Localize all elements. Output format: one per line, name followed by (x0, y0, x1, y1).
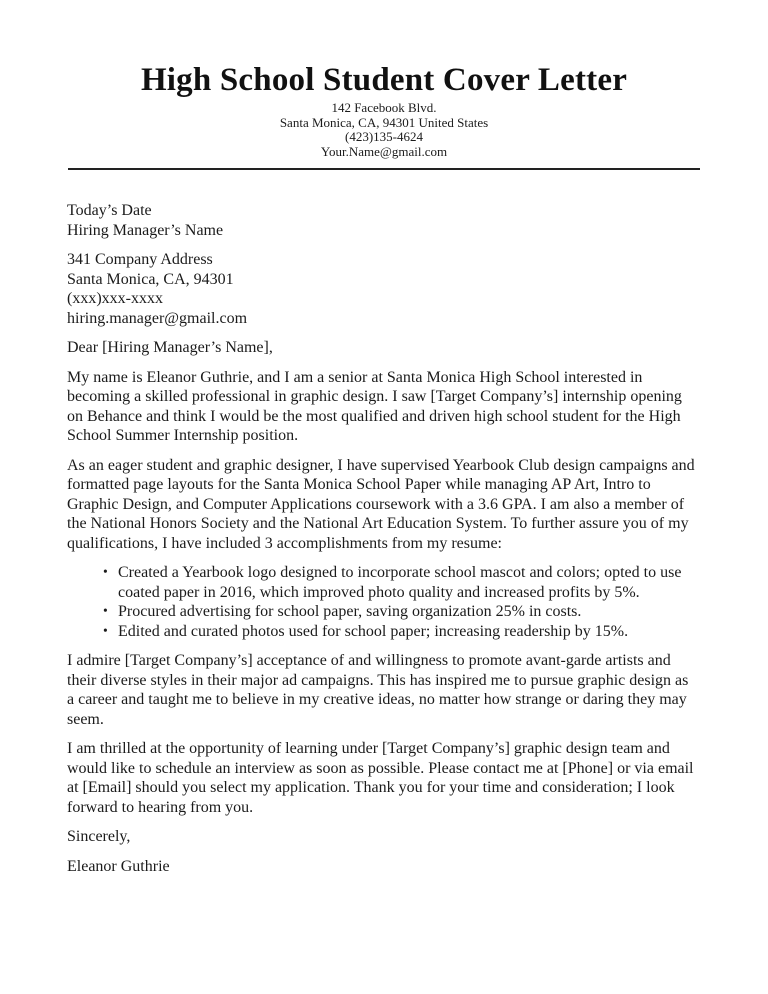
signature-name: Eleanor Guthrie (67, 857, 170, 875)
header-divider (68, 168, 700, 170)
company-address-line: 341 Company Address (67, 251, 213, 269)
letter-header (0, 0, 768, 170)
paragraph-admire: I admire [Target Company’s] acceptance of and willingness to promote avant-garde artists and their diverse styles in their major ad campaigns. This has inspired me to pursue graphic design as a career and taught me to believe in my creative ideas, no matter how strange or daring they may seem. (67, 652, 689, 728)
sender-contact-block (0, 101, 768, 159)
paragraph-experience: As an eager student and graphic designer, I have supervised Yearbook Club design campaigns and formatted page layouts for the Santa Monica School Paper while managing AP Art, Intro to Graphic Design, and Computer Applications coursework with a 3.6 GPA. I am also a member of the National Honors Society and the National Art Education System. To further assure you of my qualifications, I have included 3 accomplishments from my resume: (67, 456, 695, 552)
paragraph-intro: My name is Eleanor Guthrie, and I am a senior at Santa Monica High School interested in becoming a skilled professional in graphic design. I saw [Target Company’s] internship opening on Behance and think I would be the most qualified and driven high school student for the High School Summer Internship position. (67, 368, 682, 445)
date-line: Today’s Date (67, 202, 152, 220)
accomplishment-item: • Procured advertising for school paper, saving organization 25% in costs. (67, 602, 695, 622)
company-email-line: hiring.manager@gmail.com (67, 309, 248, 327)
page-title: High School Student Cover Letter (140, 62, 628, 98)
recipient-intro-block (67, 201, 695, 240)
salutation: Dear [Hiring Manager’s Name], (67, 339, 273, 357)
hiring-manager-name-line: Hiring Manager’s Name (67, 221, 224, 239)
company-city-line: Santa Monica, CA, 94301 (67, 270, 234, 288)
company-phone-line: (xxx)xxx-xxxx (67, 290, 163, 308)
accomplishment-item: • Edited and curated photos used for school paper; increasing readership by 15%. (67, 622, 695, 642)
sender-phone-line: (423)135-4624 (345, 129, 423, 145)
paragraph-closing: I am thrilled at the opportunity of learning under [Target Company’s] graphic design team and would like to schedule an interview as soon as possible. Please contact me at [Phone] or via email at [Email] should you select my application. Thank you for your time and consideration; I look forward to hearing from you. (67, 740, 694, 816)
accomplishment-item: • Created a Yearbook logo designed to incorporate school mascot and colors; opted to use coated paper in 2016, which improved photo quality and increased profits by 5%. (67, 563, 695, 602)
sender-address-line: Santa Monica, CA, 94301 United States (279, 114, 489, 130)
sender-address-line: 142 Facebook Blvd. (331, 100, 437, 115)
recipient-address-block (67, 250, 695, 328)
accomplishments-list (67, 563, 695, 641)
letter-body (67, 201, 695, 876)
sender-email-line: Your.Name@gmail.com (320, 143, 448, 159)
signoff: Sincerely, (67, 828, 131, 846)
